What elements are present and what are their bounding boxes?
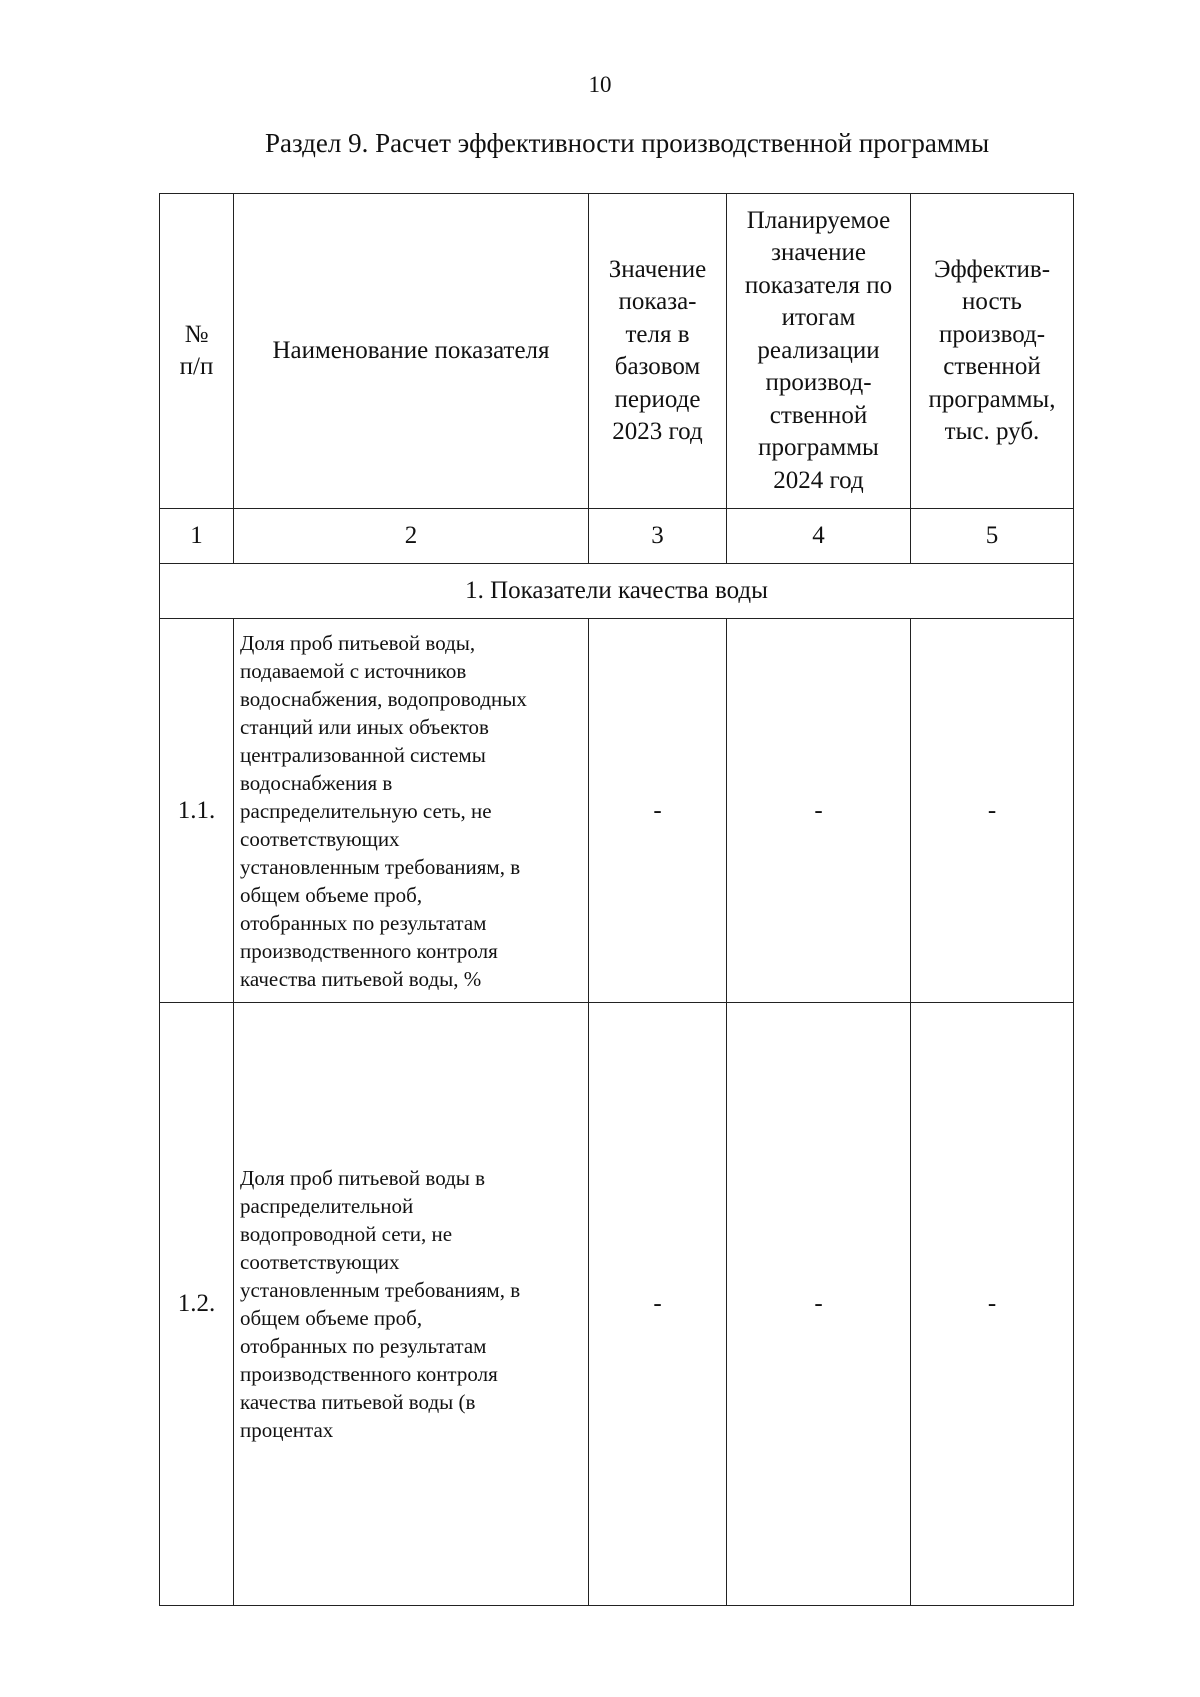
column-number: 3 [589, 509, 727, 564]
indicator-name [234, 1003, 589, 1606]
text-line: Значение [608, 255, 707, 283]
row-number: 1.1. [160, 619, 234, 1003]
text-line: подаваемой с источников [240, 658, 467, 683]
group-row [160, 564, 1074, 619]
column-number: 4 [727, 509, 911, 564]
text-line: общем объеме проб, [240, 1306, 423, 1330]
text-line: соответствующих [240, 826, 400, 851]
text-line: ственной [943, 353, 1041, 380]
section-title: Раздел 9. Расчет эффективности производственной программы [265, 128, 990, 158]
text-line: соответствующих [240, 1250, 400, 1274]
text-line: установленным требованиям, в [240, 1278, 521, 1302]
text-line: базовом [614, 353, 701, 380]
text-line: Планируемое [746, 206, 891, 234]
text-line: распределительную сеть, не [240, 798, 492, 823]
indicator-name [234, 619, 589, 1003]
base-value: - [589, 1003, 727, 1606]
text-line: водоснабжения, водопроводных [240, 686, 527, 711]
text-line: показа- [618, 288, 697, 315]
header-cell-num [160, 194, 234, 509]
text-line: показателя по [744, 271, 893, 299]
text-line: Доля проб питьевой воды, [240, 630, 476, 655]
text-line: производ- [938, 320, 1046, 348]
text-line: качества питьевой воды, % [240, 966, 482, 991]
column-number: 1 [160, 509, 234, 564]
planned-value: - [727, 619, 911, 1003]
text-line: водоснабжения в [240, 770, 393, 795]
text-line: производ- [765, 369, 872, 397]
text-line: процентах [240, 1418, 334, 1442]
table-row [160, 619, 1074, 1003]
text-line: п/п [179, 353, 214, 380]
text-line: производственного контроля [240, 1362, 498, 1386]
text-line: 2023 год [612, 418, 703, 445]
header-cell-planned [727, 194, 911, 509]
text-line: производственного контроля [240, 938, 498, 963]
text-line: распределительной [240, 1194, 414, 1218]
text-line: Наименование показателя [272, 336, 550, 364]
text-line: отобранных по результатам [240, 1334, 487, 1358]
efficiency-value: - [911, 1003, 1074, 1606]
text-line: № [184, 320, 209, 348]
efficiency-value: - [911, 619, 1074, 1003]
text-line: значение [771, 239, 866, 267]
text-line: реализации [757, 336, 880, 364]
text-line: Эффектив- [933, 255, 1051, 283]
planned-value: - [727, 1003, 911, 1606]
text-line: теля в [625, 320, 690, 348]
text-line: качества питьевой воды (в [240, 1390, 476, 1414]
column-number-row [160, 509, 1074, 564]
header-cell-name [234, 194, 589, 509]
text-line: Доля проб питьевой воды в [240, 1166, 486, 1190]
column-number: 2 [234, 509, 589, 564]
header-cell-efficiency [911, 194, 1074, 509]
base-value: - [589, 619, 727, 1003]
text-line: ность [962, 288, 1022, 315]
efficiency-table [159, 193, 1074, 1606]
text-line: тыс. руб. [944, 418, 1040, 445]
header-cell-base [589, 194, 727, 509]
column-number: 5 [911, 509, 1074, 564]
row-number: 1.2. [160, 1003, 234, 1606]
text-line: программы [758, 434, 879, 462]
text-line: отобранных по результатам [240, 910, 487, 935]
text-line: общем объеме проб, [240, 882, 423, 907]
header-row [160, 194, 1074, 509]
text-line: программы, [928, 385, 1056, 413]
text-line: централизованной системы [240, 742, 486, 767]
text-line: станций или иных объектов [240, 714, 489, 739]
group-title: 1. Показатели качества воды [160, 564, 1074, 619]
text-line: водопроводной сети, не [240, 1222, 453, 1246]
text-line: итогам [781, 304, 856, 332]
text-line: периоде [614, 385, 701, 413]
page-number: 10 [588, 72, 612, 97]
text-line: 2024 год [773, 466, 864, 494]
table-row [160, 1003, 1074, 1606]
text-line: ственной [769, 401, 868, 429]
text-line: установленным требованиям, в [240, 854, 521, 879]
